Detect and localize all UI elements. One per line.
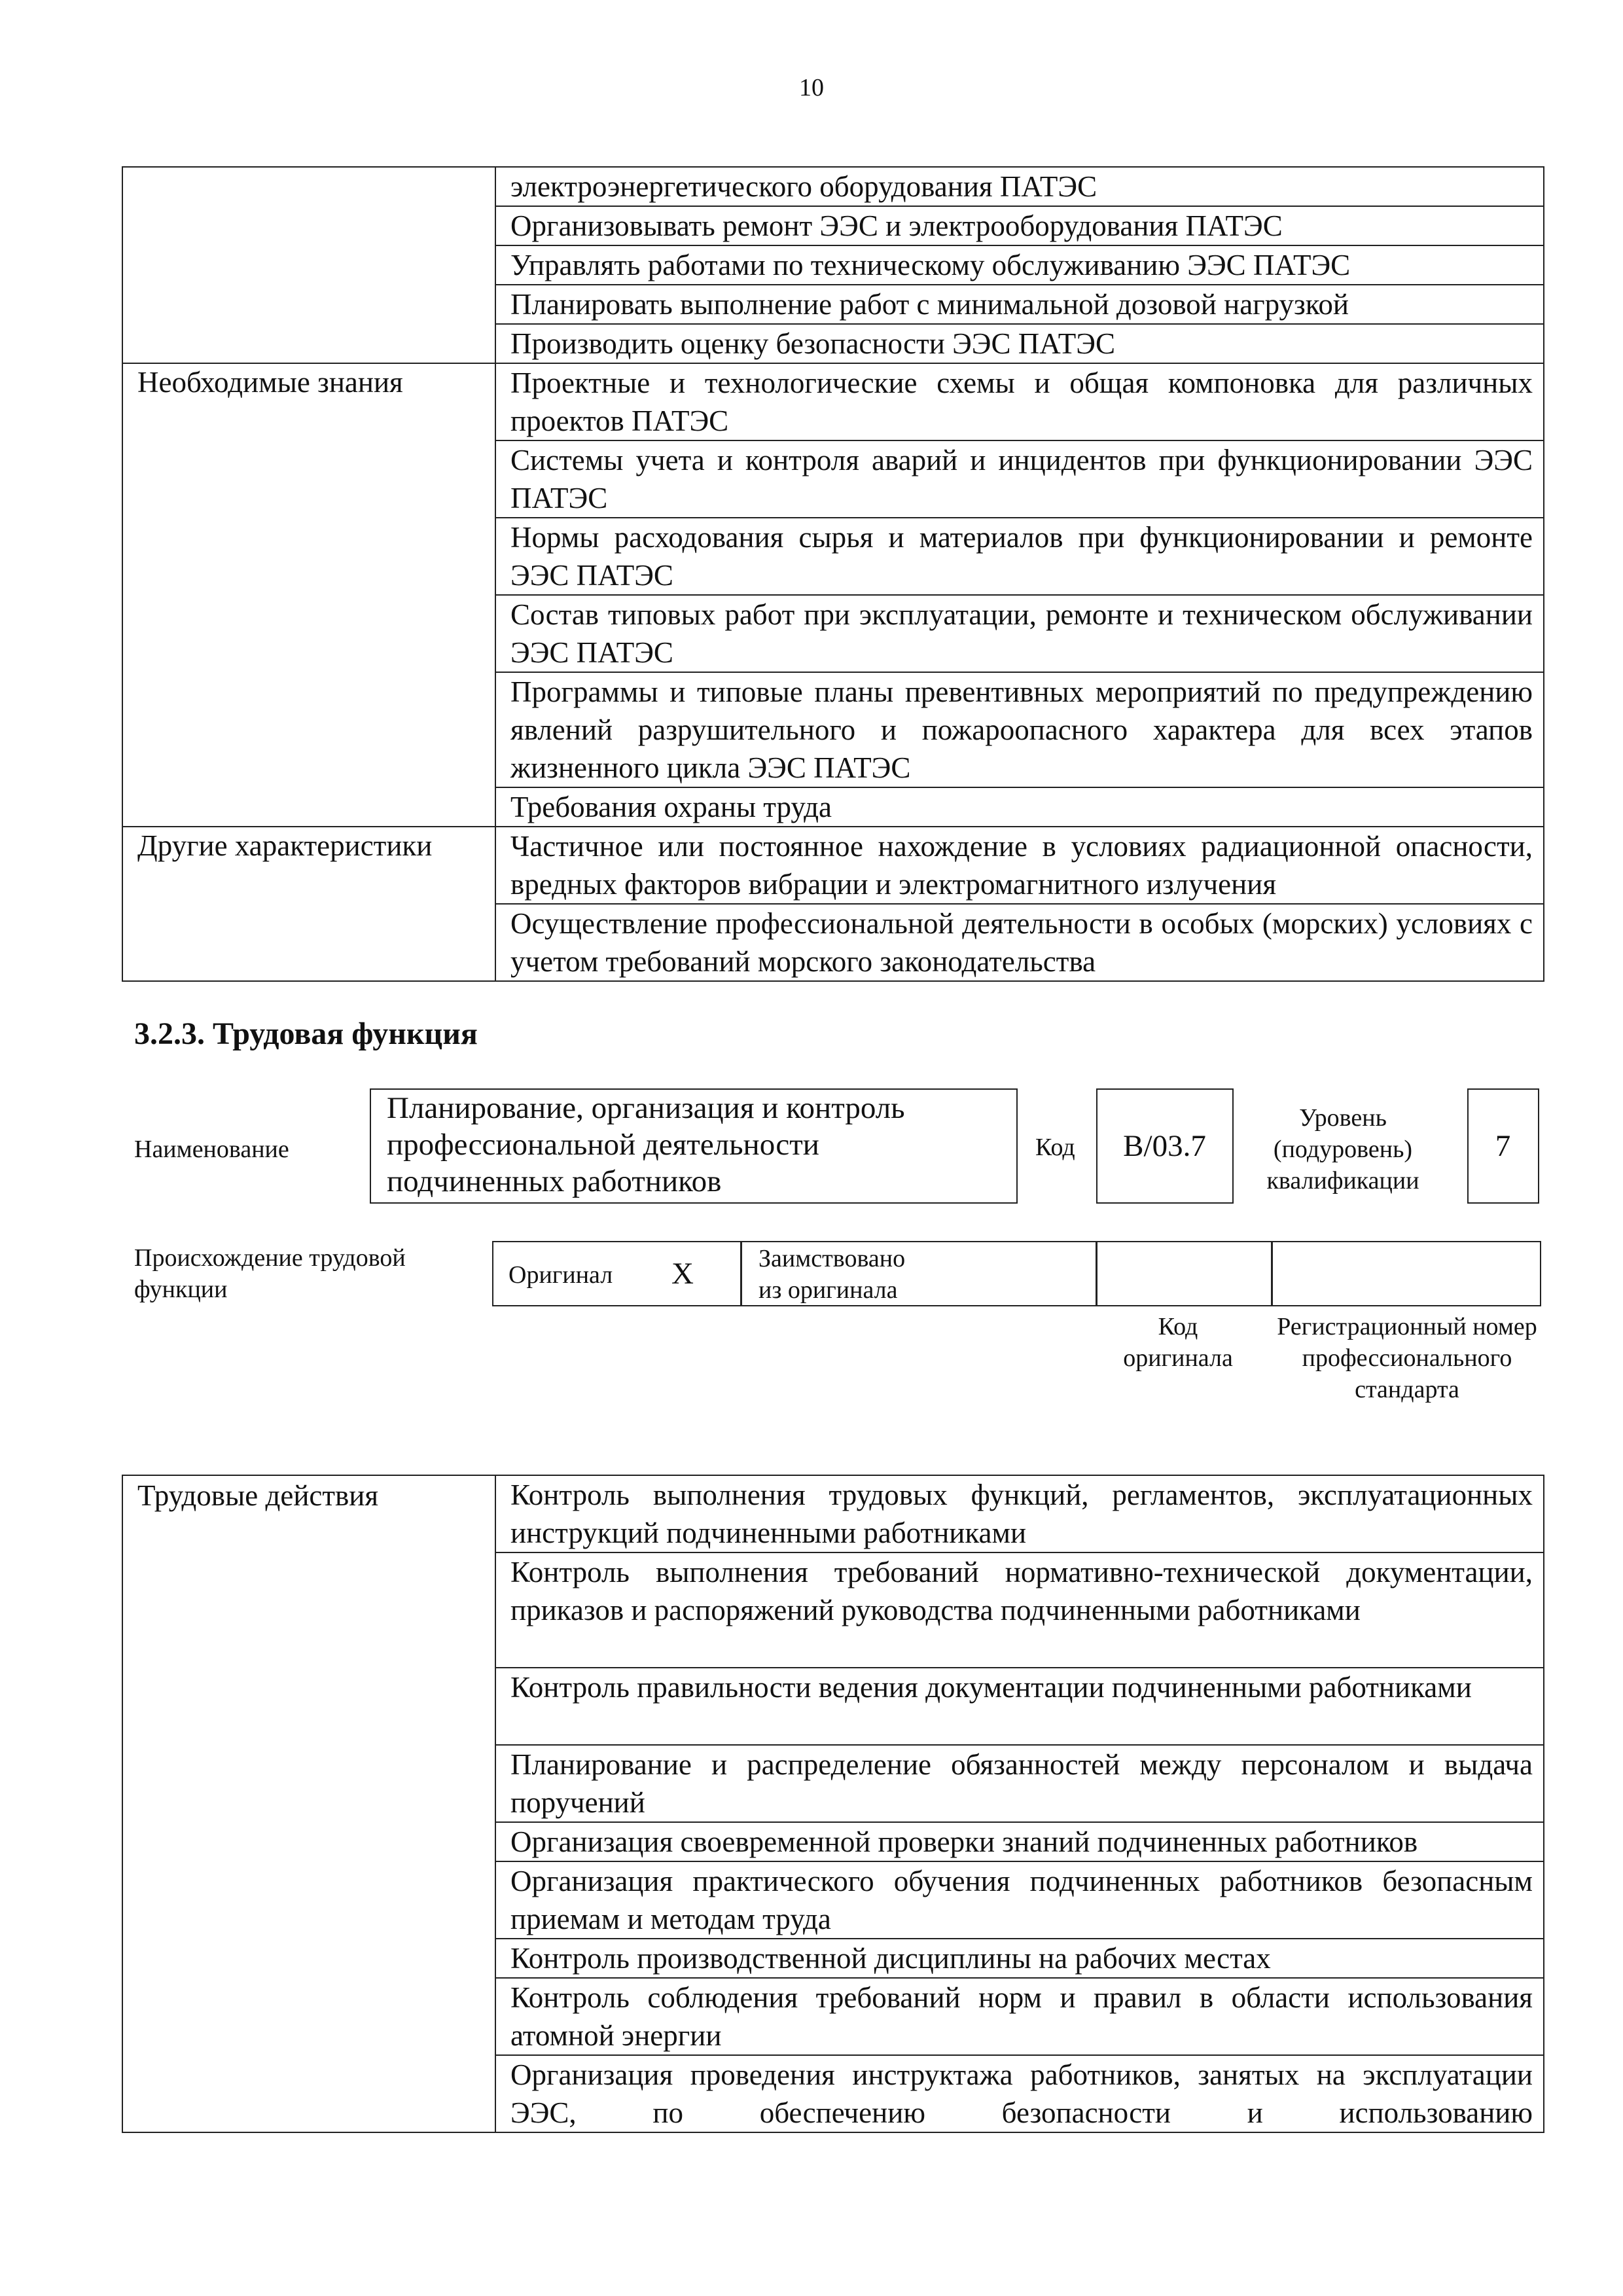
origin-divider: [740, 1242, 742, 1305]
origin-divider: [1271, 1242, 1273, 1305]
table-cell: Организовывать ремонт ЭЭС и электрооборудования ПАТЭС: [495, 206, 1544, 245]
table-cell: Проектные и технологические схемы и общая компоновка для различных проектов ПАТЭС: [495, 363, 1544, 440]
name-label: Наименование: [134, 1136, 289, 1163]
table-cell: Частичное или постоянное нахождение в условиях радиационной опасности, вредных факторов вибрации и электромагнитного излучения: [495, 827, 1544, 904]
original-mark: X: [671, 1257, 694, 1291]
table-cell: Организация своевременной проверки знаний подчиненных работников: [495, 1822, 1544, 1861]
table-cell: Контроль правильности ведения документации подчиненными работниками: [495, 1668, 1544, 1745]
function-name: Планирование, организация и контроль профессиональной деятельности подчиненных работников: [387, 1091, 905, 1198]
table-cell: Контроль соблюдения требований норм и правил в области использования атомной энергии: [495, 1978, 1544, 2055]
section-title: 3.2.3. Трудовая функция: [134, 1016, 478, 1051]
table-cell: Требования охраны труда: [495, 787, 1544, 827]
page-number: 10: [799, 74, 824, 101]
table-cell: Организация проведения инструктажа работников, занятых на эксплуатации ЭЭС, по обеспечению безопасности и использованию: [495, 2055, 1544, 2132]
table-cell: Программы и типовые планы превентивных мероприятий по предупреждению явлений разрушительного и пожароопасного характера для всех этапов жизненного цикла ЭЭС ПАТЭС: [495, 672, 1544, 787]
code-original-caption: Код оригинала: [1123, 1313, 1233, 1372]
name-box: [370, 1088, 1018, 1204]
level-value: 7: [1495, 1129, 1511, 1163]
table-cell: Планирование и распределение обязанностей между персоналом и выдача поручений: [495, 1745, 1544, 1822]
origin-divider: [1096, 1242, 1097, 1305]
origin-label: Происхождение трудовой функции: [134, 1244, 406, 1303]
table-cell: Состав типовых работ при эксплуатации, ремонте и техническом обслуживании ЭЭС ПАТЭС: [495, 595, 1544, 672]
table-cell: Системы учета и контроля аварий и инцидентов при функционировании ЭЭС ПАТЭС: [495, 440, 1544, 518]
table-cell: Контроль производственной дисциплины на рабочих местах: [495, 1939, 1544, 1978]
table-label-actions: Трудовые действия: [122, 1475, 495, 2132]
table-cell: Планировать выполнение работ с минимальной дозовой нагрузкой: [495, 285, 1544, 324]
level-label: Уровень (подуровень) квалификации: [1266, 1104, 1419, 1194]
code-value: B/03.7: [1123, 1129, 1206, 1163]
labor-actions-table: [122, 1475, 1544, 2133]
skills-knowledge-table: [122, 166, 1544, 982]
borrowed-label: Заимствовано из оригинала: [758, 1245, 906, 1304]
table-cell: Нормы расходования сырья и материалов при функционировании и ремонте ЭЭС ПАТЭС: [495, 518, 1544, 595]
table-cell: Осуществление профессиональной деятельности в особых (морских) условиях с учетом требований морского законодательства: [495, 904, 1544, 981]
table-label-empty: [122, 167, 495, 363]
table-cell: Организация практического обучения подчиненных работников безопасным приемам и методам труда: [495, 1861, 1544, 1939]
level-box: [1467, 1088, 1539, 1204]
table-cell: Контроль выполнения трудовых функций, регламентов, эксплуатационных инструкций подчиненными работниками: [495, 1475, 1544, 1552]
code-box: [1096, 1088, 1234, 1204]
reg-number-caption: Регистрационный номер профессионального стандарта: [1277, 1313, 1537, 1403]
table-cell: Контроль выполнения требований нормативно-технической документации, приказов и распоряжений руководства подчиненными работниками: [495, 1552, 1544, 1668]
table-label-other: Другие характеристики: [122, 827, 495, 981]
original-label: Оригинал: [508, 1261, 613, 1289]
table-label-knowledge: Необходимые знания: [122, 363, 495, 827]
table-cell: Производить оценку безопасности ЭЭС ПАТЭС: [495, 324, 1544, 363]
origin-box: [492, 1241, 1541, 1306]
table-cell: Управлять работами по техническому обслуживанию ЭЭС ПАТЭС: [495, 245, 1544, 285]
table-cell: электроэнергетического оборудования ПАТЭС: [495, 167, 1544, 206]
code-label: Код: [1035, 1134, 1075, 1161]
